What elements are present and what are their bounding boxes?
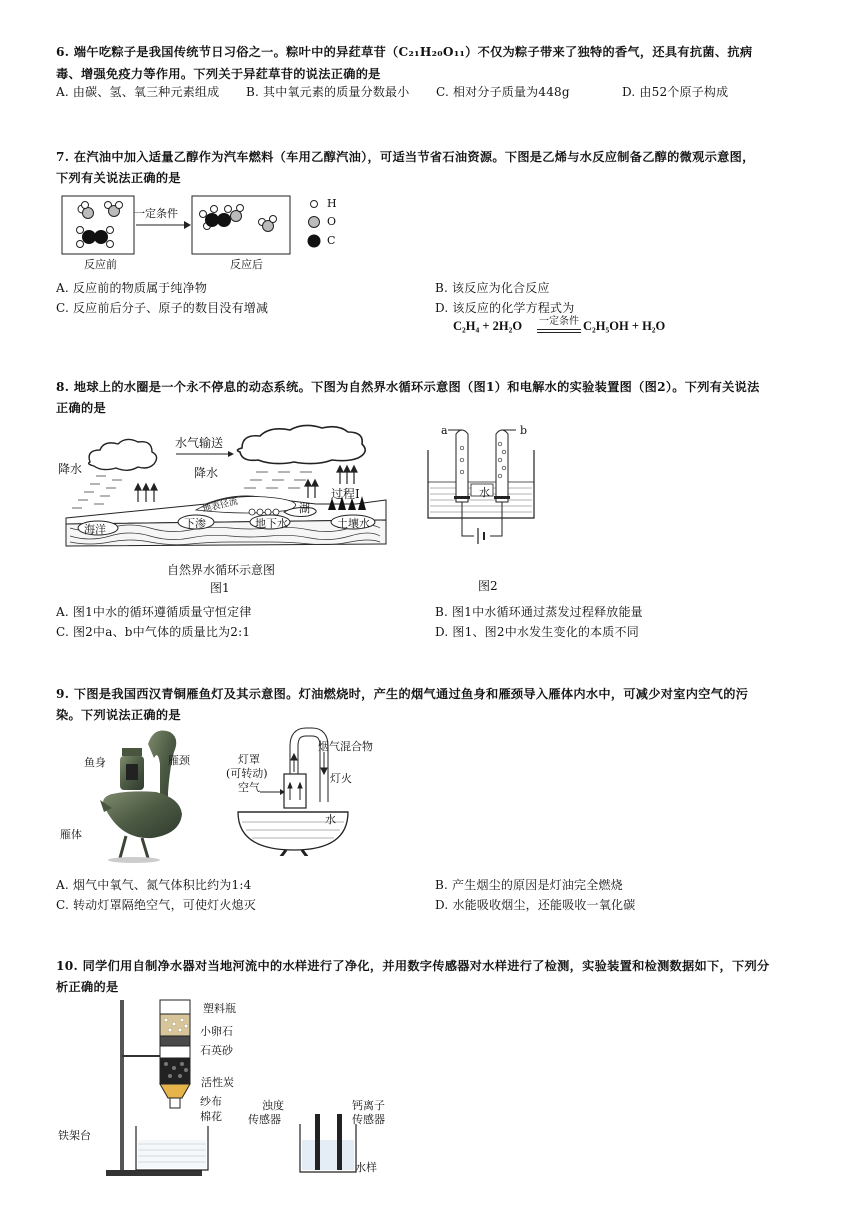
q8-label-rain-1: 降水 xyxy=(58,462,83,476)
q8-fig2-caption: 图2 xyxy=(478,579,498,593)
q10-label-carbon: 活性炭 xyxy=(201,1076,234,1089)
q8-label-groundwater: 地下水 xyxy=(255,517,288,530)
q8-label-b: b xyxy=(520,424,528,437)
q10-label-gauze: 纱布 xyxy=(200,1095,222,1108)
q7-equation-condition: 一定条件 xyxy=(539,316,579,327)
water-molecule-2 xyxy=(105,202,123,217)
q6-stem-line2: 毒、增强免疫力等作用。下列关于异荭草苷的说法正确的是 xyxy=(56,67,381,81)
q10-label-calcium-2: 传感器 xyxy=(352,1113,385,1126)
q7-after-label: 反应后 xyxy=(230,258,263,271)
q9-label-fish: 鱼身 xyxy=(84,756,106,769)
q9-stem-line2: 染。下列说法正确的是 xyxy=(56,708,181,722)
q10-stem-line1: 10. 同学们用自制净水器对当地河流中的水样进行了净化，并用数字传感器对水样进行了检测，实验装置和检测数据如下，下列分 xyxy=(56,959,770,973)
ethanol-molecule xyxy=(200,205,244,230)
q8-label-transport: 水气输送 xyxy=(175,436,224,450)
legend-c: C xyxy=(327,234,336,247)
q7-eq-line-1 xyxy=(537,329,581,330)
q8-label-ocean: 海洋 xyxy=(84,523,106,536)
q9-label-body: 雁体 xyxy=(60,828,82,841)
q7-option-b: B. 该反应为化合反应 xyxy=(435,281,550,295)
q9-option-a: A. 烟气中氧气、氮气体积比约为1:4 xyxy=(56,878,252,892)
q9-label-neck: 雁颈 xyxy=(168,754,190,767)
water-molecule-left xyxy=(259,216,277,232)
q7-option-d: D. 该反应的化学方程式为 xyxy=(435,301,575,315)
q9-label-rotatable: (可转动) xyxy=(226,767,268,780)
q7-arrow-label: 一定条件 xyxy=(134,207,178,220)
q8-label-infiltrate: 下渗 xyxy=(184,517,206,530)
q6-option-c: C. 相对分子质量为448g xyxy=(436,85,570,99)
q8-label-surface-runoff: 地表径流 xyxy=(201,496,240,516)
q10-label-bottle: 塑料瓶 xyxy=(203,1002,236,1015)
q8-label-process-i: 过程I xyxy=(331,487,360,501)
q7-eq-line-2 xyxy=(537,332,581,333)
legend-o: O xyxy=(327,215,337,228)
ethylene-molecule xyxy=(77,227,114,248)
q10-label-pebble: 小卵石 xyxy=(200,1025,233,1038)
q9-stem-line1: 9. 下图是我国西汉青铜雁鱼灯及其示意图。灯油燃烧时，产生的烟气通过鱼身和雁颈导入雁体内水中，可减少对室内空气的污 xyxy=(56,687,749,701)
q7-stem-line1: 7. 在汽油中加入适量乙醇作为汽车燃料（车用乙醇汽油），可适当节省石油资源。下图是乙烯与水反应制备乙醇的微观示意图， xyxy=(56,150,755,164)
q7-stem-line2: 下列有关说法正确的是 xyxy=(56,171,181,185)
legend-h: H xyxy=(327,197,337,210)
q9-label-fire: 灯火 xyxy=(330,772,352,785)
q9-option-c: C. 转动灯罩隔绝空气，可使灯火熄灭 xyxy=(56,898,256,912)
q6-stem-line1: 6. 端午吃粽子是我国传统节日习俗之一。粽叶中的异荭草苷（C₂₁H₂₀O₁₁）不仅为粽子带来了独特的香气，还具有抗菌、抗病 xyxy=(56,45,753,59)
q6-option-b: B. 其中氧元素的质量分数最小 xyxy=(246,85,410,99)
q8-label-soil-water: 土壤水 xyxy=(337,517,370,530)
q7-equation-left: C₂H₄ + 2H₂O xyxy=(453,319,523,333)
q6-option-a: A. 由碳、氢、氧三种元素组成 xyxy=(56,85,220,99)
q8-label-water: 水 xyxy=(479,486,490,499)
q8-stem-line1: 8. 地球上的水圈是一个永不停息的动态系统。下图为自然界水循环示意图（图1）和电解水的实验装置图（图2）。下列有关说法 xyxy=(56,380,760,394)
q10-label-sand: 石英砂 xyxy=(200,1044,233,1057)
q10-label-stand: 铁架台 xyxy=(58,1129,91,1142)
q8-label-lake: 湖 xyxy=(299,502,310,515)
q8-fig1-title: 自然界水循环示意图 xyxy=(167,563,276,577)
q8-option-a: A. 图1中水的循环遵循质量守恒定律 xyxy=(56,605,252,619)
q10-stem-line2: 析正确的是 xyxy=(56,980,119,994)
bronze-lamp-photo xyxy=(96,726,196,866)
q7-equation-right: C₂H₅OH + H₂O xyxy=(583,319,666,333)
q7-option-a: A. 反应前的物质属于纯净物 xyxy=(56,281,208,295)
q8-option-d: D. 图1、图2中水发生变化的本质不同 xyxy=(435,625,639,639)
q10-label-sample: 水样 xyxy=(355,1161,377,1174)
q9-label-water: 水 xyxy=(325,813,336,826)
q6-option-d: D. 由52个原子构成 xyxy=(622,85,729,99)
q9-option-d: D. 水能吸收烟尘，还能吸收一氧化碳 xyxy=(435,898,636,912)
water-molecule-1 xyxy=(78,202,94,219)
q7-before-label: 反应前 xyxy=(84,258,117,271)
q8-stem-line2: 正确的是 xyxy=(56,401,106,415)
q9-label-air: 空气 xyxy=(238,781,260,794)
q10-label-cotton: 棉花 xyxy=(200,1110,222,1123)
q9-option-b: B. 产生烟尘的原因是灯油完全燃烧 xyxy=(435,878,623,892)
q10-label-calcium-1: 钙离子 xyxy=(352,1099,385,1112)
q8-fig1-caption: 图1 xyxy=(210,581,230,595)
q8-option-b: B. 图1中水循环通过蒸发过程释放能量 xyxy=(435,605,643,619)
q9-label-smoke: 烟气混合物 xyxy=(318,740,373,753)
q10-label-turbidity-2: 传感器 xyxy=(248,1113,281,1126)
q10-label-turbidity-1: 浊度 xyxy=(262,1099,284,1112)
q8-option-c: C. 图2中a、b中气体的质量比为2:1 xyxy=(56,625,251,639)
q8-label-a: a xyxy=(441,424,448,437)
q9-label-shade: 灯罩 xyxy=(238,753,260,766)
q7-option-c: C. 反应前后分子、原子的数目没有增减 xyxy=(56,301,269,315)
q8-label-rain-2: 降水 xyxy=(194,466,219,480)
